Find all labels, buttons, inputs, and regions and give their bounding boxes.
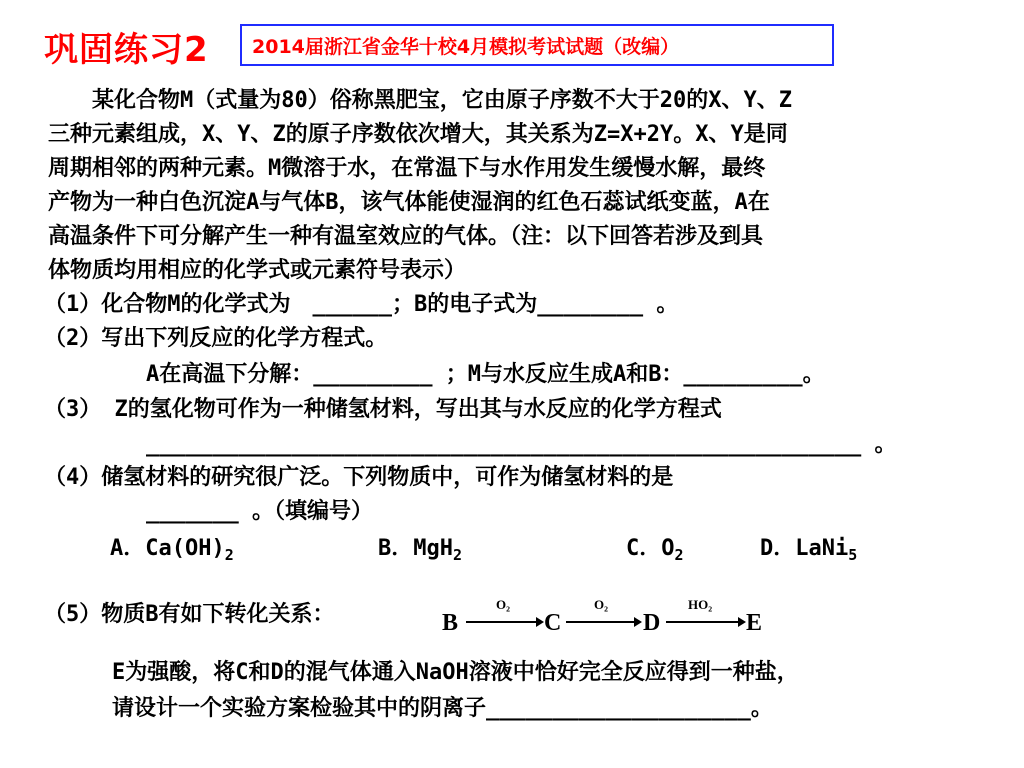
intro-line-1: 某化合物M（式量为80）俗称黑肥宝，它由原子序数不大于20的X、Y、Z bbox=[48, 88, 792, 113]
question-1: （1）化合物M的化学式为 ______；B的电子式为________ 。 bbox=[44, 292, 679, 317]
question-5-text-1: E为强酸，将C和D的混气体通入NaOH溶液中恰好完全反应得到一种盐， bbox=[112, 660, 799, 685]
question-2-parts: A在高温下分解：_________ ；M与水反应生成A和B：_________。 bbox=[146, 362, 825, 387]
slide-title: 巩固练习2 bbox=[44, 30, 209, 70]
species-b: B bbox=[442, 610, 459, 636]
option-a: A．$Ca(OH)_2$ bbox=[110, 536, 234, 564]
reagent-1: O₂ bbox=[496, 597, 511, 612]
arrow-2-head bbox=[634, 617, 642, 627]
question-4-answer-blank: _______ 。（填编号） bbox=[146, 499, 373, 524]
option-b: B．MgH$_2$ bbox=[378, 536, 463, 564]
question-5-text-2: 请设计一个实验方案检验其中的阴离子____________________。 bbox=[112, 696, 773, 721]
arrow-3-head bbox=[738, 617, 746, 627]
question-3-answer-blank: ______________________________________________________ 。 bbox=[146, 432, 897, 457]
species-e: E bbox=[746, 610, 763, 636]
question-5: （5）物质B有如下转化关系： bbox=[44, 602, 335, 627]
arrow-1-head bbox=[536, 617, 544, 627]
species-d: D bbox=[643, 610, 661, 636]
intro-line-3: 周期相邻的两种元素。M微溶于水，在常温下与水作用发生缓慢水解，最终 bbox=[48, 156, 766, 181]
conversion-scheme bbox=[440, 596, 770, 640]
species-c: C bbox=[544, 610, 562, 636]
source-label: 2014届浙江省金华十校4月模拟考试试题（改编） bbox=[240, 24, 834, 66]
intro-line-4: 产物为一种白色沉淀A与气体B，该气体能使湿润的红色石蕊试纸变蓝，A在 bbox=[48, 190, 770, 215]
question-4: （4）储氢材料的研究很广泛。下列物质中，可作为储氢材料的是 bbox=[44, 465, 674, 490]
question-2: （2）写出下列反应的化学方程式。 bbox=[44, 326, 388, 351]
option-d: D．LaNi$_5$ bbox=[760, 536, 858, 564]
reagent-3: HO₂ bbox=[688, 597, 713, 612]
intro-line-2: 三种元素组成，X、Y、Z的原子序数依次增大，其关系为Z=X+2Y。X、Y是同 bbox=[48, 122, 788, 147]
option-c: C．$O_2$ bbox=[626, 536, 684, 564]
reagent-2: O₂ bbox=[594, 597, 609, 612]
intro-line-6: 体物质均用相应的化学式或元素符号表示） bbox=[48, 258, 467, 283]
question-3: （3） Z的氢化物可作为一种储氢材料，写出其与水反应的化学方程式 bbox=[44, 397, 722, 422]
options-row bbox=[110, 534, 890, 568]
intro-line-5: 高温条件下可分解产生一种有温室效应的气体。（注：以下回答若涉及到具 bbox=[48, 224, 764, 249]
